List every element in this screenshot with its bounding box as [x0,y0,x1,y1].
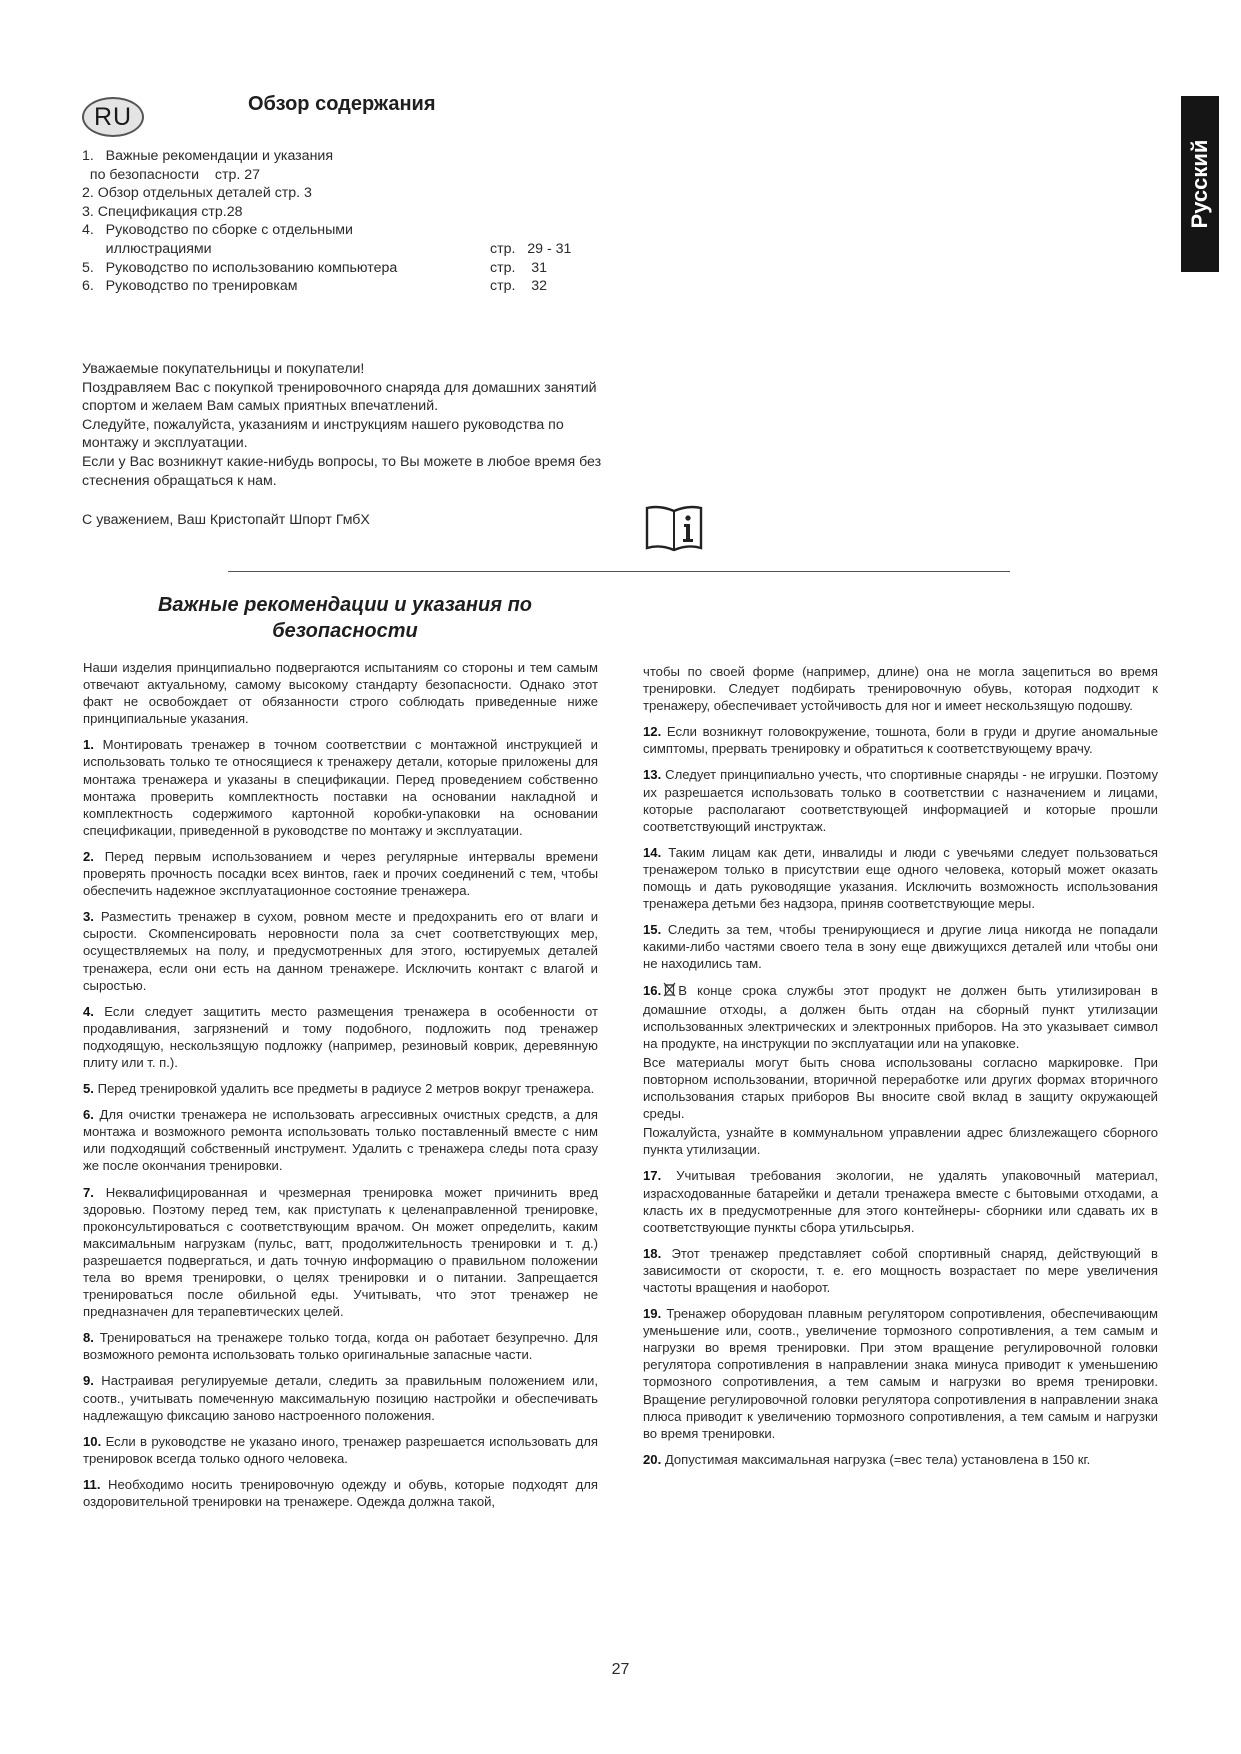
item-text: Перед тренировкой удалить все предметы в радиусе 2 метров вокруг тренажера. [97,1081,595,1097]
toc-item [82,203,602,222]
toc-item-text: 2. Обзор отдельных деталей стр. 3 [82,185,312,202]
safety-item [643,844,1158,912]
toc-item-text: 5. Руководство по использованию компьютера [82,259,398,276]
safety-column-left [83,659,598,1519]
item-text: Учитывая требования экологии, не удалять упаковочный материал, израсходованные батарейки и детали тренажера вместе с бытовыми отходами, а класть их в предусмотренные для этого контейнеры- сборники или сдавать их в соответствующие пункты сбора утильсырья. [643,1168,1159,1235]
toc-item-text: по безопасности стр. 27 [82,166,261,183]
language-badge: RU [82,97,144,137]
toc-item [82,147,602,166]
item-text: Для очистки тренажера не использовать агрессивных очистных средств, а для монтажа и возможного ремонта использовать только поставленный вместе с ним или подходящий собственный инструмент. Удалить с тренажера следы пота сразу же после окончания тренировки. [83,1107,599,1174]
safety-section-title [120,592,570,644]
item-number: 19. [643,1306,662,1322]
safety-column-right [643,663,1158,1477]
item-number: 4. [83,1003,94,1019]
item-number: 18. [643,1245,662,1261]
safety-item [643,982,1158,1052]
toc-item [82,166,602,185]
item-text: Следует принципиально учесть, что спортивные снаряды - не игрушки. Поэтому их разрешается использовать только в соответствии с назначением и лицами, которые располагают соответствующей информацией и которые прошли соответствующий инструктаж. [643,767,1158,834]
item-number: 11. [83,1476,101,1492]
toc-item-page: стр. 32 [490,278,547,295]
item-text: Если следует защитить место размещения тренажера в особенности от продавливания, загрязнений и тому подобного, подложить под тренажер подходящую, нескользящую подложку (например, резиновый коврик, деревянную плиту или т. п.). [83,1003,598,1070]
item-text: Настраивая регулируемые детали, следить за правильным положением или, соотв., учитывать помеченную максимальную позицию настройки и обеспечивать надлежащую фиксацию заново настроенного положения. [83,1373,599,1423]
item-number: 3. [83,909,94,925]
toc-title: Обзор содержания [248,93,436,115]
toc-item [82,259,602,278]
safety-item [83,1184,598,1321]
toc-item [82,184,602,203]
safety-item [643,1167,1158,1235]
intro-letter [82,360,602,490]
item-text: Таким лицам как дети, инвалиды и люди с увечьями следует пользоваться тренажером только в присутствии еще одного человека, который может оказать помощь и дать руководящие указания. Исключить возможность использования тренажера детьми без надзора, приняв соответствующие меры. [643,844,1158,912]
safety-item [83,1080,598,1097]
item-number: 10. [83,1433,102,1449]
item-text: Необходимо носить тренировочную одежду и обувь, которые подходят для оздоровительной тренировки на тренажере. Одежда должна такой, [83,1476,598,1510]
item-number: 1. [83,737,94,753]
language-side-tab [1181,96,1219,272]
table-of-contents [82,147,602,296]
safety-item [83,1329,598,1363]
safety-title-line: Важные рекомендации и указания по [157,594,532,616]
safety-item-paragraph: Пожалуйста, узнайте в коммунальном управлении адрес близлежащего сборного пункта утилизации. [643,1125,1158,1158]
safety-item [83,1433,598,1467]
item-text: Перед первым использованием и через регулярные интервалы времени проверять прочность посадки всех винтов, гаек и прочих соединений с тем, чтобы обеспечить надежное эксплуатационное состояние тренажера. [83,848,599,899]
toc-item-text: иллюстрациями [82,240,212,257]
item-number: 13. [643,767,662,783]
section-divider [228,571,1010,572]
safety-item [643,1451,1158,1468]
item-number: 8. [83,1330,94,1346]
item-number: 12. [643,724,662,740]
safety-item [643,1245,1158,1296]
item-number: 5. [83,1081,94,1097]
item-text: Следить за тем, чтобы тренирующиеся и другие лица никогда не попадали какими-либо частями своего тела в зону еще движущихся деталей или чтобы они не находились там. [643,922,1158,972]
safety-item [643,1305,1158,1442]
item-text: Разместить тренажер в сухом, ровном месте и предохранить его от влаги и сырости. Скомпенсировать неровности пола за счет соответствующих мер, осуществляемых на полу, и предусмотренных для этого, юстируемых деталей тренажера, если они есть на данном тренажере. Исключить контакт с влагой и сыростью. [83,909,599,993]
safety-item [643,766,1158,834]
item-number: 16. [643,982,662,998]
signature: С уважением, Ваш Кристопайт Шпорт ГмбХ [82,512,370,528]
item-number: 7. [83,1184,94,1200]
toc-item [82,277,602,296]
crossed-bin-icon [663,982,676,1001]
safety-item [83,1106,598,1174]
item-number: 6. [83,1107,94,1123]
item-number: 17. [643,1168,662,1184]
item-text: Тренироваться на тренажере только тогда, когда он работает безупречно. Для возможного ремонта использовать только оригинальные запасные части. [83,1330,599,1363]
info-book-icon [644,503,704,558]
safety-item [643,921,1158,972]
side-tab-label: Русский [1187,139,1212,229]
toc-item-page: стр. 29 - 31 [490,240,572,257]
item-text: Если в руководстве не указано иного, тренажер разрешается использовать для тренировок всегда только одного человека. [83,1433,598,1466]
safety-item [83,1372,598,1423]
safety-item-continuation: чтобы по своей форме (например, длине) она не могла зацепиться во время тренировки. Следует подбирать тренировочную обувь, которая подходит к тренажеру, обеспечивает устойчивость для ног и имеет нескользящую подошву. [643,664,1158,714]
toc-item [82,240,602,259]
intro-paragraph: Следуйте, пожалуйста, указаниям и инструкциям нашего руководства по монтажу и эксплуатации. [82,416,564,452]
item-number: 2. [83,848,94,864]
item-text: В конце срока службы этот продукт не должен быть утилизирован в домашние отходы, а должен быть отдан на сборный пункт утилизации использованных электрических и электронных приборов. На это указывает символ на продукте, на инструкции по эксплуатации или на упаковке. [643,982,1158,1051]
item-text: Допустимая максимальная нагрузка (=вес тела) установлена в 150 кг. [664,1451,1091,1467]
safety-item-paragraph: Все материалы могут быть снова использованы согласно маркировке. При повторном использовании, вторичной переработке или других формах вторичного использования старых приборов Вы вносите свой вклад в защиту окружающей среды. [643,1054,1158,1122]
item-number: 15. [643,922,662,938]
safety-item [83,1003,598,1071]
toc-item-page: стр. 31 [490,259,547,276]
item-text: Если возникнут головокружение, тошнота, боли в груди и другие аномальные симптомы, прервать тренировку и обратиться к соответствующему врачу. [643,724,1158,757]
toc-item-text: 3. Спецификация стр.28 [82,203,243,220]
safety-lead: Наши изделия принципиально подвергаются испытаниям со стороны и тем самым отвечают актуальному, самому высокому стандарту безопасности. Однако этот факт не освобождает от обязанности строго соблюдать приведенные ниже принципиальные указания. [83,660,598,727]
item-number: 14. [643,844,662,860]
safety-item [83,848,598,899]
toc-item-text: 1. Важные рекомендации и указания [82,148,334,164]
safety-item [643,723,1158,757]
toc-item-text: 6. Руководство по тренировкам [82,278,298,295]
item-number: 9. [83,1373,94,1389]
intro-greeting: Уважаемые покупательницы и покупатели! [82,361,365,377]
item-text: Неквалифицированная и чрезмерная тренировка может причинить вред здоровью. Поэтому перед тем, как приступать к целенаправленной тренировке, проконсультироваться с соответствующим врачом. Он может определить, каким максимальным нагрузкам (пульс, ватт, продолжительность тренировки и т. д.) разрешается подвергаться, и дать точную информацию о правильном положении тела во время тренировки, о целях тренировки и о питании. Запрещается тренироваться после обильной еды. Учитывать, что этот тренажер не предназначен для терапевтических целей. [83,1184,598,1320]
safety-title-line: безопасности [272,620,418,642]
toc-item-text: 4. Руководство по сборке с отдельными [82,222,353,239]
item-text: Монтировать тренажер в точном соответствии с монтажной инструкцией и использовать только те относящиеся к тренажеру детали, которые приложены для монтажа тренажера и указаны в спецификации. Перед проведением собственно монтажа проверить комплектность поставки на основании накладной и комплектность содержимого картонной коробки-упаковки на основании спецификации, приведенной в руководстве по монтажу и эксплуатации. [83,737,598,838]
page-number: 27 [611,1661,630,1678]
item-number: 20. [643,1451,662,1467]
item-text: Этот тренажер представляет собой спортивный снаряд, действующий в зависимости от скорости, т. е. его мощность возрастает по мере увеличения частоты вращения и наоборот. [643,1245,1159,1295]
safety-item [83,736,598,839]
item-text: Тренажер оборудован плавным регулятором сопротивления, обеспечивающим уменьшение или, соотв., увеличение тормозного сопротивления, а тем самым и нагрузки во время тренировки. При этом вращение регулировочной головки регулятора сопротивления в направлении знака минуса приводит к уменьшению тормозного сопротивления, а тем самым и нагрузки во время тренировки. Вращение регулировочной головки регулятора сопротивления в направлении знака плюса приводит к увеличению тормозного сопротивления, а тем самым и нагрузки во время тренировки. [643,1306,1159,1441]
safety-item [83,1476,598,1510]
intro-paragraph: Если у Вас возникнут какие-нибудь вопросы, то Вы можете в любое время без стеснения обращаться к нам. [82,453,602,489]
safety-item [83,908,598,993]
intro-paragraph: Поздравляем Вас с покупкой тренировочного снаряда для домашних занятий спортом и желаем Вам самых приятных впечатлений. [82,379,597,415]
toc-item [82,221,602,240]
